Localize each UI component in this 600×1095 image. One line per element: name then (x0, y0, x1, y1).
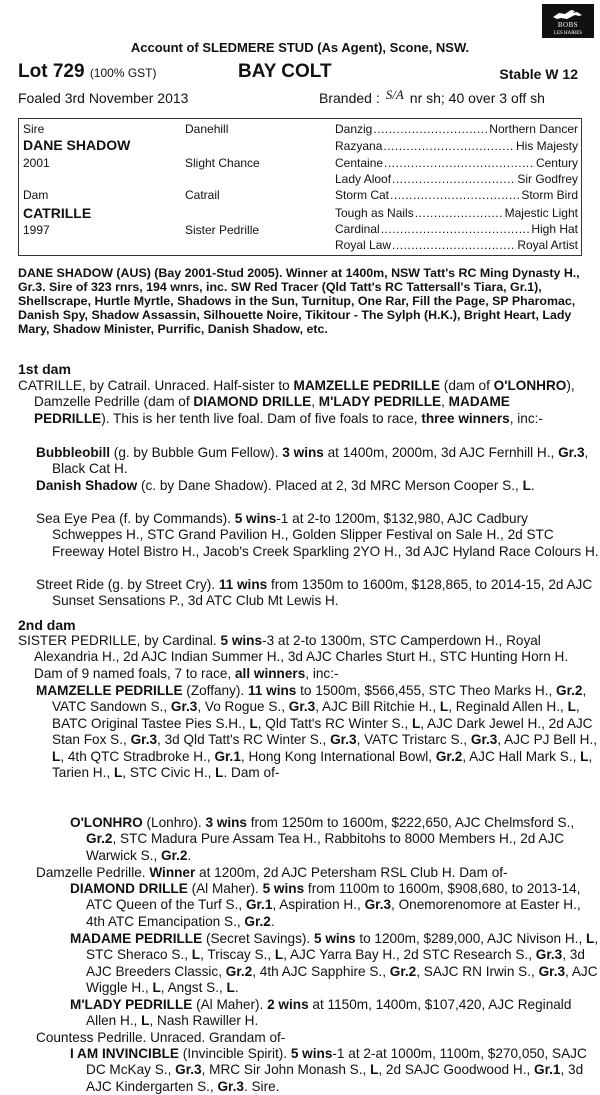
branded-label: Branded : (319, 90, 380, 106)
grandparent-row: Cardinal ..... High Hat (335, 222, 578, 236)
dam-label: Dam (23, 188, 49, 202)
sire-name: DANE SHADOW (23, 137, 131, 153)
progeny-countess-pedrille: Countess Pedrille. Unraced. Grandam of- (36, 1030, 286, 1045)
first-dam-heading: 1st dam (18, 361, 71, 377)
sire-year: 2001 (23, 156, 50, 170)
progeny-street-ride: Street Ride (g. by Street Cry). 11 wins from 1350m to 1600m, $128,865, to 2014-15, 2d AJC Sunset Sensations P., 3d ATC Club Mt Lewis H. (36, 577, 593, 609)
foaled-date: Foaled 3rd November 2013 (18, 90, 189, 106)
progeny-mlady-pedrille: M'LADY PEDRILLE (Al Maher). 2 wins at 1150m, 1400m, $107,420, AJC Reginald Allen H., L, Nash Rawiller H. (70, 997, 572, 1029)
grandparent-row: Danzig ..... Northern Dancer (335, 122, 578, 136)
progeny-danish-shadow: Danish Shadow (c. by Dane Shadow). Placed at 2, 3d MRC Merson Cooper S., L. (36, 478, 535, 493)
sire-label: Sire (23, 122, 45, 136)
sire-sire: Danehill (185, 122, 229, 136)
vendor-account: Account of SLEDMERE STUD (As Agent), Scone, NSW. (130, 40, 470, 55)
logo-subtext: LES HAIRES (553, 31, 583, 36)
gst-note: (100% GST) (89, 66, 157, 80)
bobs-logo (542, 4, 594, 38)
sire-dam: Slight Chance (185, 156, 260, 170)
stable-location: Stable W 12 (499, 66, 578, 82)
dam-year: 1997 (23, 223, 50, 237)
progeny-olonhro: O'LONHRO (Lonhro). 3 wins from 1250m to 1600m, $222,650, AJC Chelmsford S., Gr.2, STC Madura Pure Assam Tea H., Rabbitohs to 8000 Members H., 2d AJC Warwick S., Gr.2. (70, 815, 575, 863)
dam-sire: Catrail (185, 188, 220, 202)
progeny-bubbleobill: Bubbleobill (g. by Bubble Gum Fellow). 3 wins at 1400m, 2000m, 3d AJC Fernhill H., Gr.3, Black Cat H. (36, 445, 589, 477)
brand-mark: S/A (385, 87, 404, 102)
logo-text: BOBS (557, 21, 579, 29)
brand-details: nr sh; 40 over 3 off sh (409, 90, 545, 106)
dam-name: CATRILLE (23, 205, 92, 221)
dam-dam: Sister Pedrille (185, 223, 260, 237)
progeny-damzelle-pedrille: Damzelle Pedrille. Winner at 1200m, 2d AJC Petersham RSL Club H. Dam of- (36, 865, 508, 880)
second-dam-heading: 2nd dam (18, 617, 76, 633)
progeny-sea-eye-pea: Sea Eye Pea (f. by Commands). 5 wins-1 at 2-to 1200m, $132,980, AJC Cadbury Schweppes H., STC Grand Pavilion H., Golden Slipper Festival on Sale H., 2d STC Freeway Hotel Bistro H., Jacob's Creek Sparkling 2YO H., 3d AJC Hyland Race Colours H. (36, 511, 599, 559)
grandparent-row: Centaine ..... Century (335, 156, 578, 170)
progeny-i-am-invincible: I AM INVINCIBLE (Invincible Spirit). 5 wins-1 at 2-at 1000m, 1100m, $270,050, SAJC DC McKay S., Gr.3, MRC Sir John Monash S., L, 2d SAJC Goodwood H., Gr.1, 3d AJC Kindergarten S., Gr.3. Sire. (70, 1046, 587, 1094)
horse-title: BAY COLT (238, 61, 332, 82)
pedigree-table (18, 118, 582, 256)
grandparent-row: Tough as Nails ..... Majestic Light (335, 206, 578, 220)
first-dam-para: CATRILLE, by Catrail. Unraced. Half-sister to MAMZELLE PEDRILLE (dam of O'LONHRO), Damzelle Pedrille (dam of DIAMOND DRILLE, M'LADY PEDRILLE, MADAME PEDRILLE). This is her tenth live foal. Dam of five foals to race, three winners, inc:- (18, 378, 575, 426)
horse-racing-icon (551, 7, 585, 21)
brand-info (319, 87, 545, 106)
grandparent-row: Razyana ..... His Majesty (335, 139, 578, 153)
grandparent-row: Lady Aloof ..... Sir Godfrey (335, 172, 578, 186)
progeny-diamond-drille: DIAMOND DRILLE (Al Maher). 5 wins from 1100m to 1600m, $908,680, to 2013-14, ATC Queen of the Turf S., Gr.1, Aspiration H., Gr.3, Onemorenomore at Easter H., 4th ATC Emancipation S., Gr.2. (70, 881, 581, 929)
sire-summary: DANE SHADOW (AUS) (Bay 2001-Stud 2005). Winner at 1400m, NSW Tatt's RC Ming Dynasty H., Gr.3. Sire of 323 rnrs, 194 wnrs, inc. SW Red Tracer (Qld Tatt's RC Tattersall's Tiara, Gr.1), Shellscrape, Hurtle Myrtle, Shadows in the Sun, Turnitup, One Rar, Fill the Page, SP Pharomac, Danish Spy, Shadow Assassin, Silhouette Noire, Tikitour - The Sylph (H.K.), Bright Heart, Lady Mary, Shadow Minister, Purrific, Danish Shadow, etc. (18, 266, 580, 336)
lot-label: Lot 729 (18, 61, 85, 82)
grandparent-row: Royal Law ..... Royal Artist (335, 238, 578, 252)
progeny-madame-pedrille: MADAME PEDRILLE (Secret Savings). 5 wins to 1200m, $289,000, AJC Nivison H., L, STC Sheraco S., L, Triscay S., L, AJC Yarra Bay H., 2d STC Research S., Gr.3, 3d AJC Breeders Classic, Gr.2, 4th AJC Sapphire S., Gr.2, SAJC RN Irwin S., Gr.3, AJC Wiggle H., L, Angst S., L. (70, 931, 599, 996)
progeny-mamzelle-pedrille: MAMZELLE PEDRILLE (Zoffany). 11 wins to 1500m, $566,455, STC Theo Marks H., Gr.2, VATC Sandown S., Gr.3, Vo Rogue S., Gr.3, AJC Bill Ritchie H., L, Reginald Allen H., L, BATC Original Tastee Pies S.H., L, Qld Tatt's RC Winter S., L, AJC Dark Jewel H., 2d AJC Stan Fox S., Gr.3, 3d Qld Tatt's RC Winter S., Gr.3, VATC Tristarc S., Gr.3, AJC PJ Bell H., L, 4th QTC Stradbroke H., Gr.1, Hong Kong International Bowl, Gr.2, AJC Hall Mark S., L, Tarien H., L, STC Civic H., L. Dam of- (36, 683, 598, 781)
grandparent-row: Storm Cat ..... Storm Bird (335, 188, 578, 202)
second-dam-para: SISTER PEDRILLE, by Cardinal. 5 wins-3 at 2-to 1300m, STC Camperdown H., Royal Alexandria H., 2d AJC Indian Summer H., 3d AJC Charles Sturt H., STC Hunting Horn H. Dam of 9 named foals, 7 to race, all winners, inc:- (18, 633, 569, 681)
lot-number (18, 61, 157, 83)
